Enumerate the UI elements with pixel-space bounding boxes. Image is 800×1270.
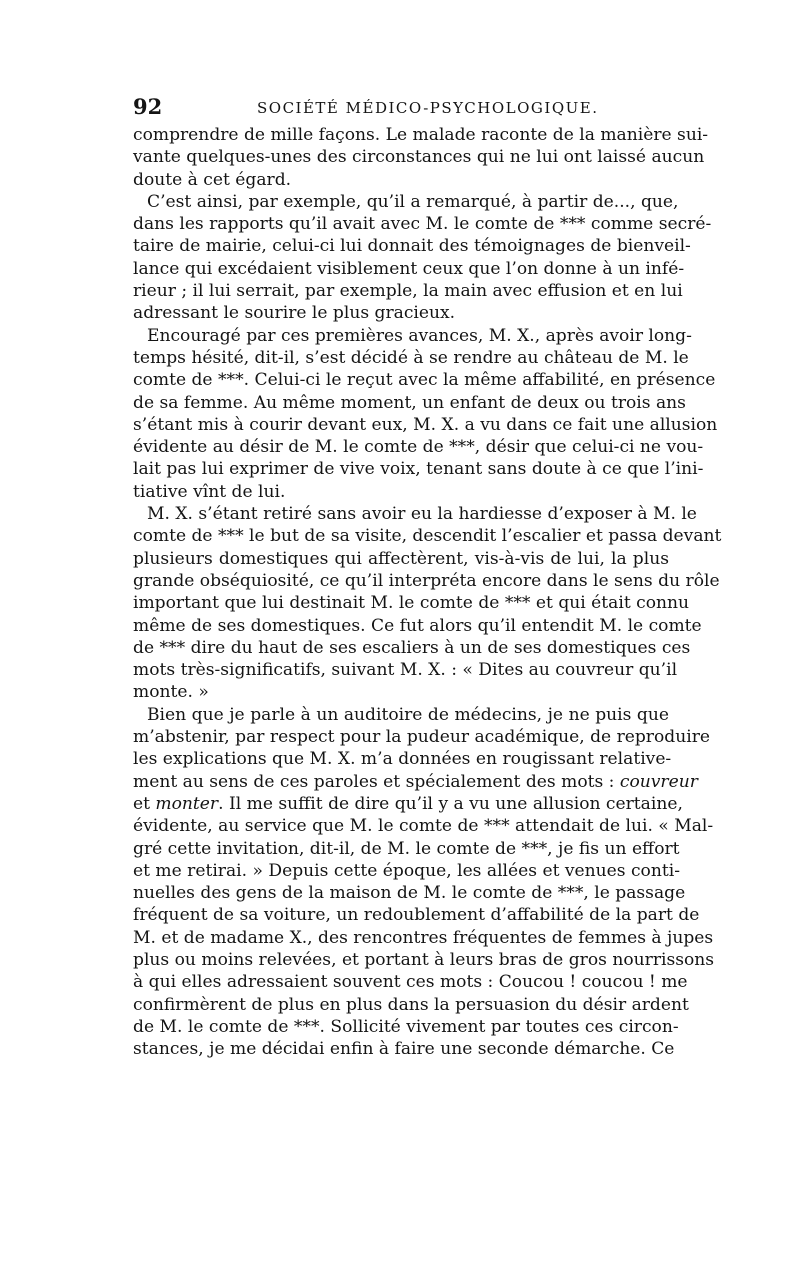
text-line: comte de ***. Celui-ci le reçut avec la même affabilité, en présence	[133, 370, 716, 391]
emphasized-word: couvreur	[619, 771, 698, 792]
text-line: à qui elles adressaient souvent ces mots : Coucou ! coucou ! me	[133, 972, 688, 993]
text-line: et me retirai. » Depuis cette époque, les allées et venues conti-	[133, 860, 680, 881]
emphasized-word: monter	[155, 793, 219, 814]
text-line: les explications que M. X. m’a données en rougissant relative-	[133, 749, 672, 770]
text-line: monte. »	[133, 682, 209, 703]
text-line: et monter. Il me suffit de dire qu’il y a vu une allusion certaine,	[133, 793, 683, 814]
text-line: Encouragé par ces premières avances, M. X., après avoir long-	[147, 325, 692, 346]
text-line: nuelles des gens de la maison de M. le comte de ***, le passage	[133, 883, 686, 904]
text-line: vante quelques-unes des circonstances qui ne lui ont laissé aucun	[133, 147, 705, 168]
text-line: fréquent de sa voiture, un redoublement d’affabilité de la part de	[133, 905, 700, 926]
text-line: adressant le sourire le plus gracieux.	[133, 303, 456, 324]
text-line: temps hésité, dit-il, s’est décidé à se rendre au château de M. le	[133, 347, 689, 368]
text-line: de sa femme. Au même moment, un enfant de deux ou trois ans	[133, 392, 686, 413]
text-line: évidente, au service que M. le comte de *** attendait de lui. « Mal-	[133, 816, 714, 837]
text-line: de M. le comte de ***. Sollicité vivement par toutes ces circon-	[133, 1016, 679, 1037]
text-line: doute à cet égard.	[133, 169, 292, 190]
text-line: M. et de madame X., des rencontres fréquentes de femmes à jupes	[133, 927, 714, 948]
text-line: évidente au désir de M. le comte de ***, désir que celui-ci ne vou-	[133, 437, 704, 458]
text-line: M. X. s’étant retiré sans avoir eu la hardiesse d’exposer à M. le	[147, 504, 697, 525]
paragraph	[133, 191, 712, 325]
running-title: SOCIÉTÉ MÉDICO-PSYCHOLOGIQUE.	[257, 99, 599, 117]
paragraph	[133, 124, 709, 191]
text-line: m’abstenir, par respect pour la pudeur académique, de reproduire	[133, 727, 710, 748]
paragraph	[133, 503, 722, 704]
text-line: rieur ; il lui serrait, par exemple, la main avec effusion et en lui	[133, 281, 683, 302]
page-number: 92	[133, 94, 163, 119]
text-line: comte de *** le but de sa visite, descendit l’escalier et passa devant	[133, 526, 722, 547]
text-line: stances, je me décidai enfin à faire une seconde démarche. Ce	[133, 1039, 675, 1060]
text-line: Bien que je parle à un auditoire de médecins, je ne puis que	[147, 704, 669, 725]
text-line: confirmèrent de plus en plus dans la persuasion du désir ardent	[133, 994, 689, 1015]
text-line: plusieurs domestiques qui affectèrent, vis-à-vis de lui, la plus	[133, 548, 669, 569]
text-line: mots très-significatifs, suivant M. X. : « Dites au couvreur qu’il	[133, 660, 678, 681]
book-page	[133, 92, 722, 1060]
paragraph	[133, 325, 718, 503]
text-line: taire de mairie, celui-ci lui donnait des témoignages de bienveil-	[133, 236, 691, 257]
text-line: C’est ainsi, par exemple, qu’il a remarqué, à partir de..., que,	[147, 191, 679, 212]
text-line: tiative vînt de lui.	[133, 481, 286, 502]
text-line: même de ses domestiques. Ce fut alors qu’il entendit M. le comte	[133, 615, 702, 636]
text-line: grande obséquiosité, ce qu’il interpréta encore dans le sens du rôle	[133, 570, 720, 591]
text-line: ment au sens de ces paroles et spécialement des mots : couvreur	[133, 771, 698, 792]
text-line: lance qui excédaient visiblement ceux que l’on donne à un infé-	[133, 258, 685, 279]
text-line: gré cette invitation, dit-il, de M. le comte de ***, je fis un effort	[133, 838, 680, 859]
body-text	[133, 124, 722, 1060]
running-head	[133, 92, 669, 122]
text-line: s’étant mis à courir devant eux, M. X. a vu dans ce fait une allusion	[133, 414, 718, 435]
text-line: de *** dire du haut de ses escaliers à un de ses domestiques ces	[133, 637, 691, 658]
paragraph	[133, 704, 715, 1061]
text-line: comprendre de mille façons. Le malade raconte de la manière sui-	[133, 125, 709, 145]
text-line: dans les rapports qu’il avait avec M. le comte de *** comme secré-	[133, 214, 712, 235]
text-line: important que lui destinait M. le comte de *** et qui était connu	[133, 593, 690, 614]
text-line: lait pas lui exprimer de vive voix, tenant sans doute à ce que l’ini-	[133, 459, 704, 480]
text-line: plus ou moins relevées, et portant à leurs bras de gros nourrissons	[133, 949, 715, 970]
